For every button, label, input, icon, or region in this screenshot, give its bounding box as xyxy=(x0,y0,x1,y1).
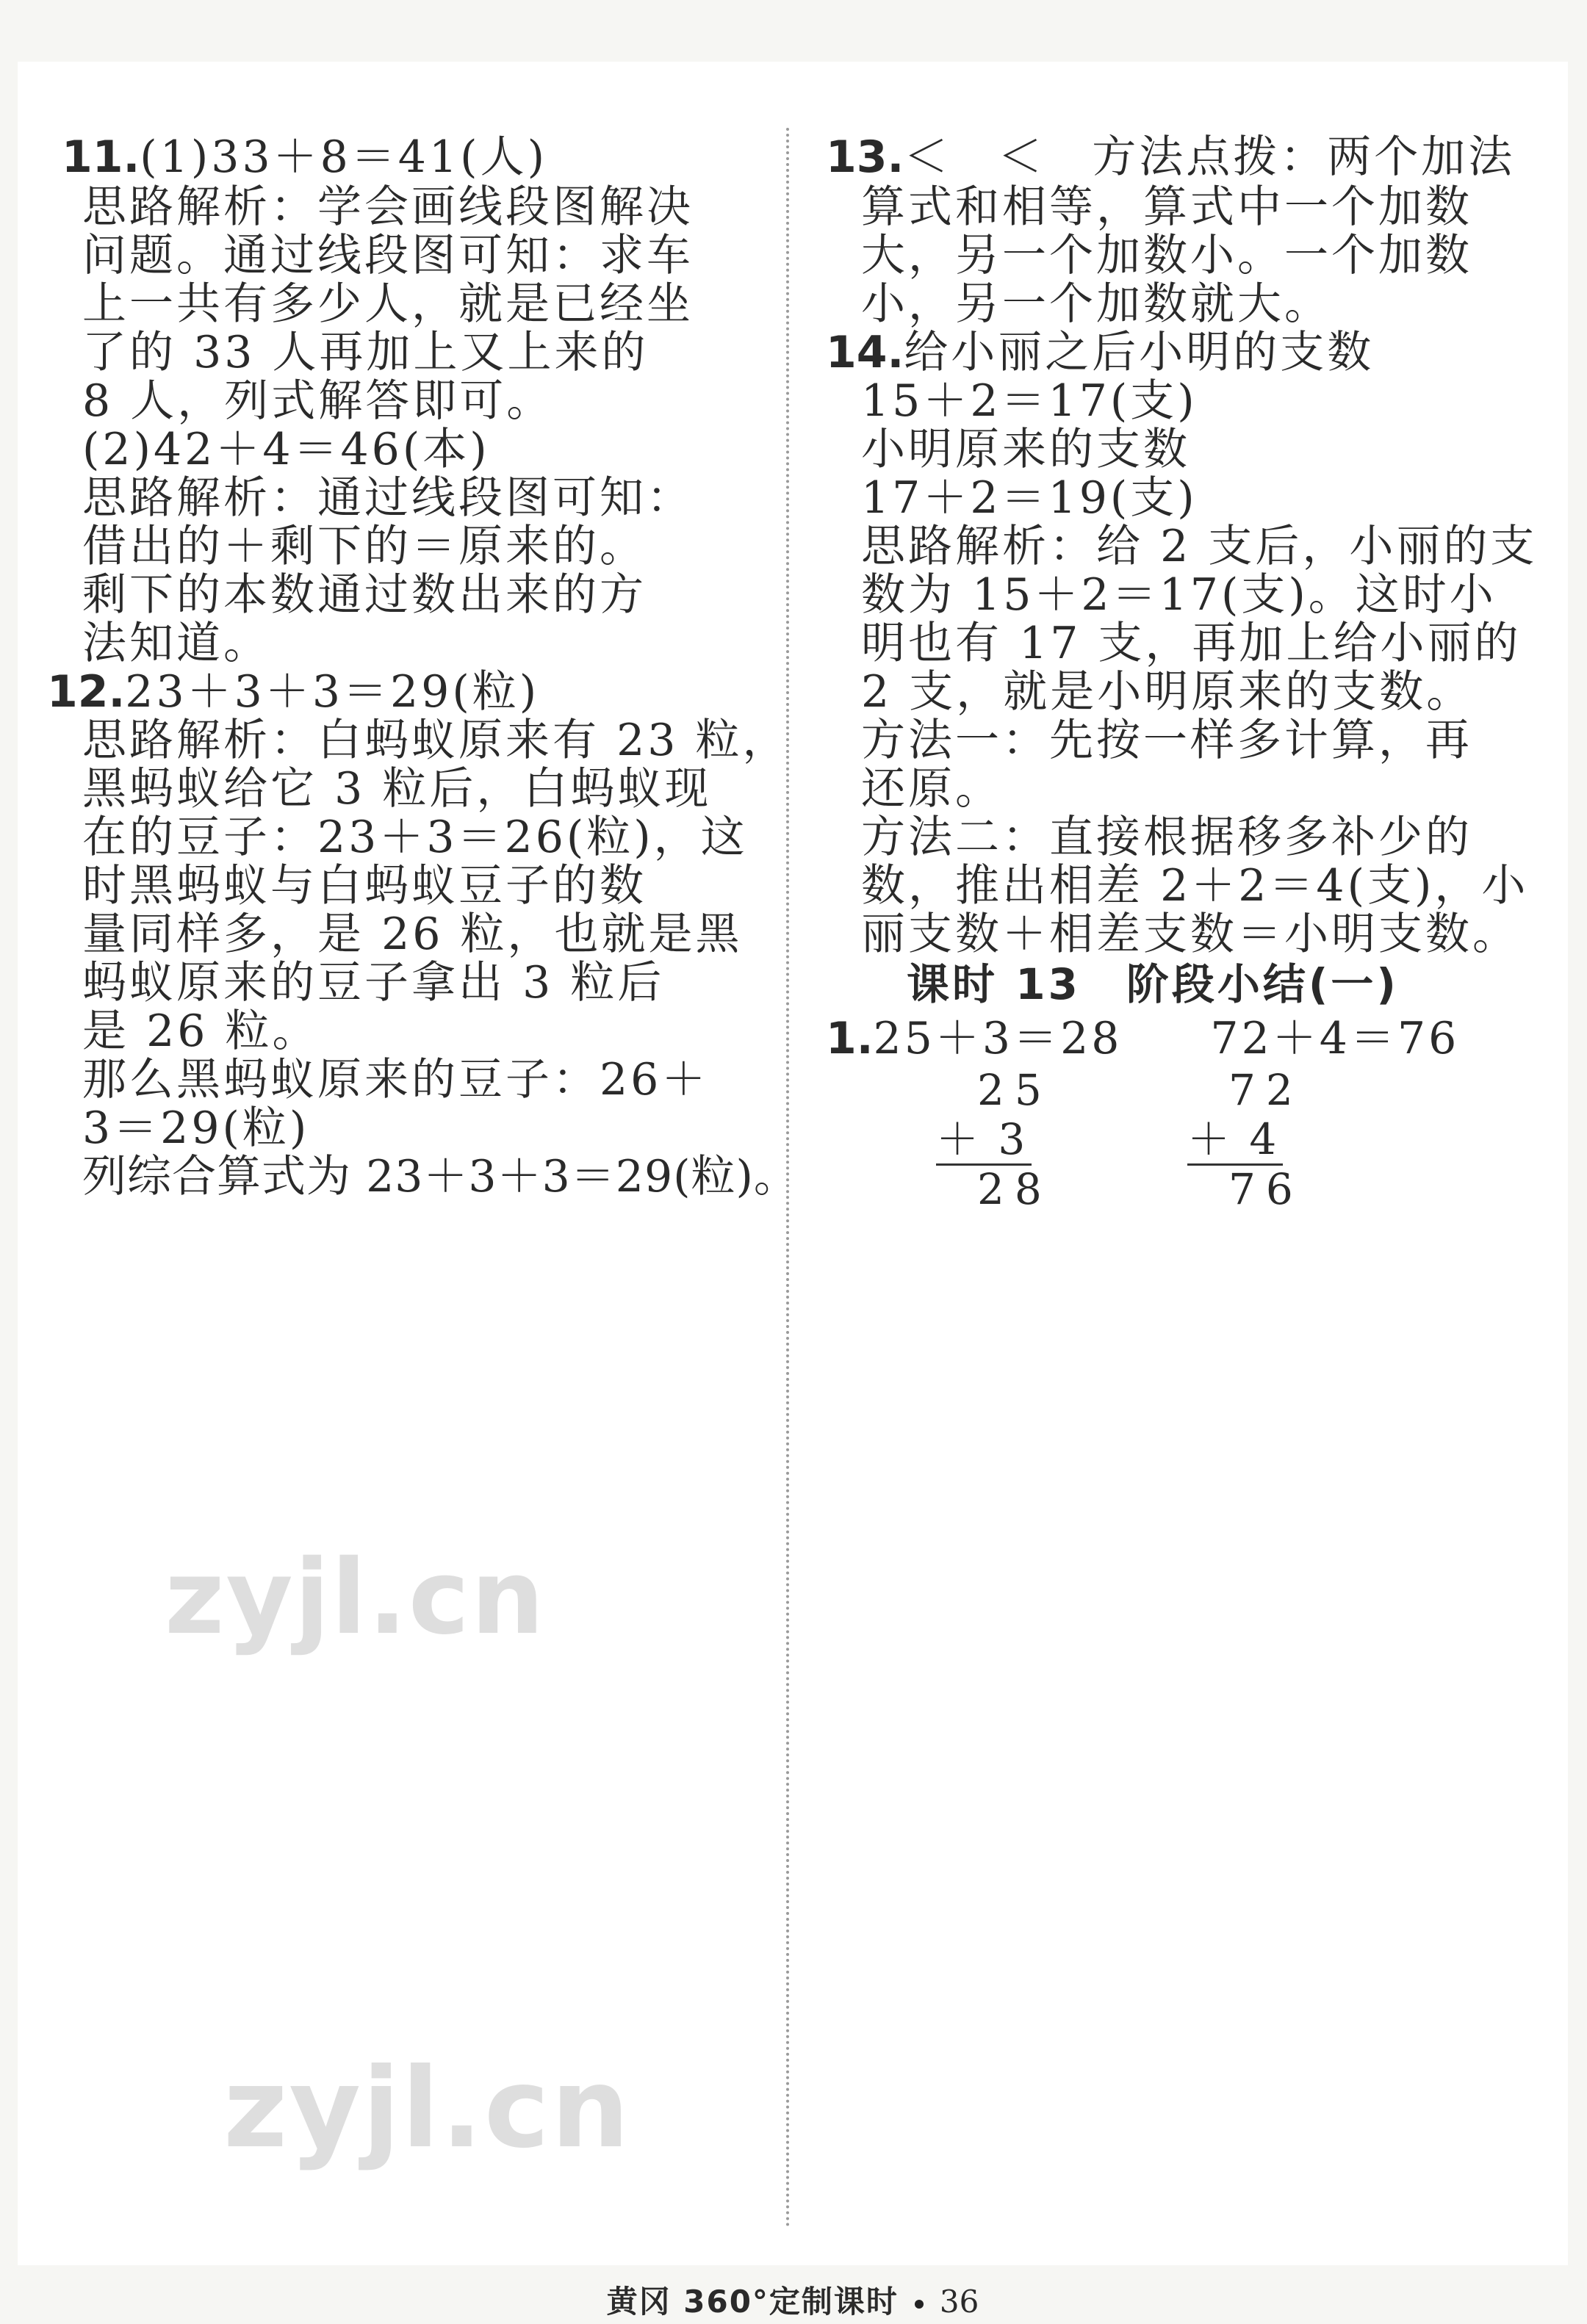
vertical-calc-2-addend: ＋ 4 xyxy=(1187,1114,1280,1164)
text-line: 思路解析：给 2 支后，小丽的支 xyxy=(861,521,1538,572)
vertical-calc-1-addend: ＋ 3 xyxy=(936,1114,1029,1164)
text-line: 方法二：直接根据移多补少的 xyxy=(861,812,1472,863)
text-line: 法知道。 xyxy=(82,618,270,669)
text-line: 数，推出相差 2＋2＝4(支)，小 xyxy=(861,860,1529,912)
q12-answer: 23＋3＋3＝29(粒) xyxy=(125,666,540,718)
page-footer xyxy=(18,2280,1568,2324)
text-line: 问题。通过线段图可知：求车 xyxy=(82,230,694,281)
q14-number: 14. xyxy=(826,327,904,378)
text-line: 丽支数＋相差支数＝小明支数。 xyxy=(861,909,1519,960)
text-line: 小明原来的支数 xyxy=(861,424,1190,475)
vertical-calc-2-result: 76 xyxy=(1228,1164,1303,1214)
text-line: 是 26 粒。 xyxy=(82,1006,320,1057)
page-number: 36 xyxy=(939,2284,979,2320)
q13-number: 13. xyxy=(826,131,904,183)
text-line: 方法一：先按一样多计算，再 xyxy=(861,715,1472,766)
summary-q1-number: 1. xyxy=(826,1013,874,1064)
vertical-calc-1-top: 25 xyxy=(977,1065,1052,1115)
text-line: 大，另一个加数小。一个加数 xyxy=(861,230,1472,281)
text-line: 剩下的本数通过数出来的方 xyxy=(82,569,647,621)
q13-answer: ＜ ＜ 方法点拨：两个加法 xyxy=(904,131,1516,183)
equation-line: 15＋2＝17(支) xyxy=(861,375,1198,427)
watermark: zyjl.cn xyxy=(223,2045,631,2173)
q11-answer-2: (2)42＋4＝46(本) xyxy=(82,424,490,475)
text-line: 3＝29(粒) xyxy=(82,1103,310,1154)
q12-number: 12. xyxy=(47,666,126,718)
text-line: 思路解析：学会画线段图解决 xyxy=(82,181,694,233)
text-line: 上一共有多少人，就是已经坐 xyxy=(82,278,694,330)
text-line: 那么黑蚂蚁原来的豆子：26＋ xyxy=(82,1054,709,1105)
equation-b: 72＋4＝76 xyxy=(1210,1013,1460,1064)
q11-answer-1: (1)33＋8＝41(人) xyxy=(140,131,547,183)
footer-brand: 黄冈 360°定制课时 xyxy=(606,2284,899,2320)
q11-number: 11. xyxy=(62,131,140,183)
text-line: 列综合算式为 23＋3＋3＝29(粒)。 xyxy=(82,1151,799,1202)
text-line: 还原。 xyxy=(861,763,1002,815)
q14-text: 给小丽之后小明的支数 xyxy=(904,327,1375,378)
text-line: 黑蚂蚁给它 3 粒后，白蚂蚁现 xyxy=(82,763,712,815)
text-line: 2 支，就是小明原来的支数。 xyxy=(861,666,1474,718)
text-line: 明也有 17 支，再加上给小丽的 xyxy=(861,618,1522,669)
text-line: 蚂蚁原来的豆子拿出 3 粒后 xyxy=(82,957,665,1008)
section-title: 课时 13 阶段小结(一) xyxy=(907,959,1399,1009)
answer-page xyxy=(18,62,1568,2320)
text-line: 小，另一个加数就大。 xyxy=(861,278,1331,330)
footer-dot xyxy=(915,2300,924,2309)
text-line: 思路解析：通过线段图可知： xyxy=(82,472,694,524)
watermark: zyjl.cn xyxy=(165,1538,546,1658)
text-line: 算式和相等，算式中一个加数 xyxy=(861,181,1472,233)
text-line: 量同样多，是 26 粒，也就是黑 xyxy=(82,909,743,960)
summary-q1-line xyxy=(826,1009,1459,1068)
equation-line: 17＋2＝19(支) xyxy=(861,472,1198,524)
equation-a: 25＋3＝28 xyxy=(873,1013,1123,1064)
text-line: 时黑蚂蚁与白蚂蚁豆子的数 xyxy=(82,860,647,912)
text-line: 数为 15＋2＝17(支)。这时小 xyxy=(861,569,1497,621)
vertical-calc-1-result: 28 xyxy=(977,1164,1052,1214)
column-divider xyxy=(786,128,789,2229)
text-line: 8 人，列式解答即可。 xyxy=(82,375,554,427)
text-line: 在的豆子：23＋3＝26(粒)，这 xyxy=(82,812,748,863)
text-line: 思路解析：白蚂蚁原来有 23 粒， xyxy=(82,715,790,766)
text-line: 借出的＋剩下的＝原来的。 xyxy=(82,521,647,572)
vertical-calc-2-top: 72 xyxy=(1228,1065,1303,1115)
text-line: 了的 33 人再加上又上来的 xyxy=(82,327,649,378)
